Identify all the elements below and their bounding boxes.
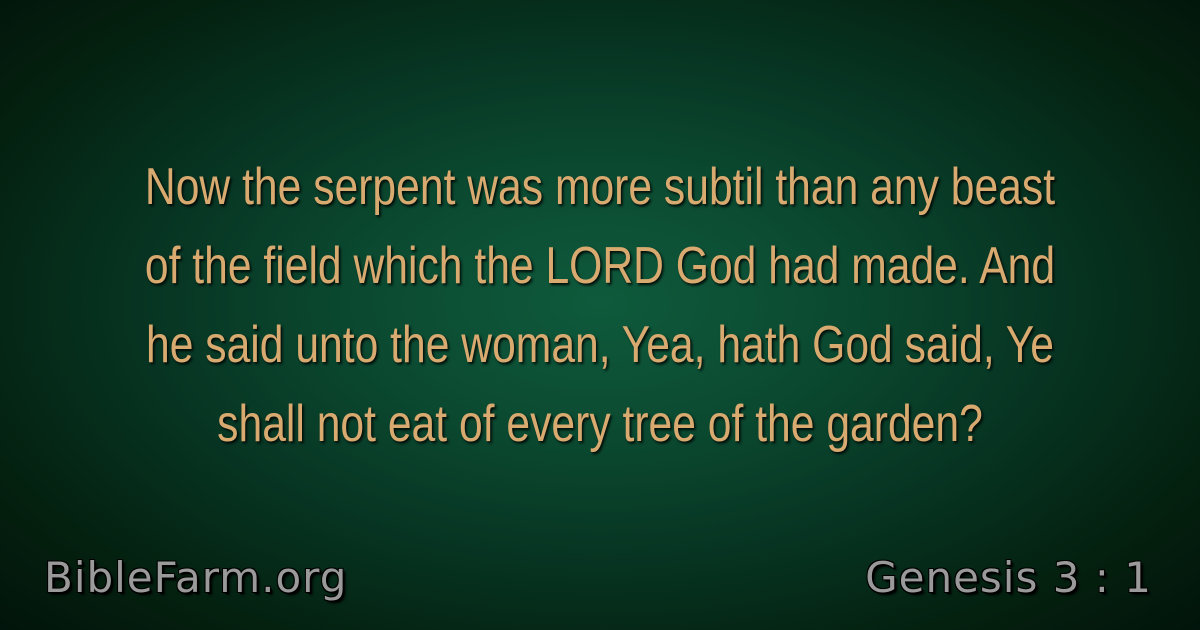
verse-line: of the field which the LORD God had made. And	[144, 237, 1056, 295]
verse-line: shall not eat of every tree of the garden?	[217, 395, 983, 453]
site-watermark: BibleFarm.org	[44, 553, 348, 602]
verse-line: he said unto the woman, Yea, hath God said, Ye	[146, 316, 1054, 374]
verse-reference: Genesis 3 : 1	[865, 553, 1152, 602]
verse-line: Now the serpent was more subtil than any beast	[144, 158, 1056, 216]
verse-text	[141, 148, 1059, 464]
